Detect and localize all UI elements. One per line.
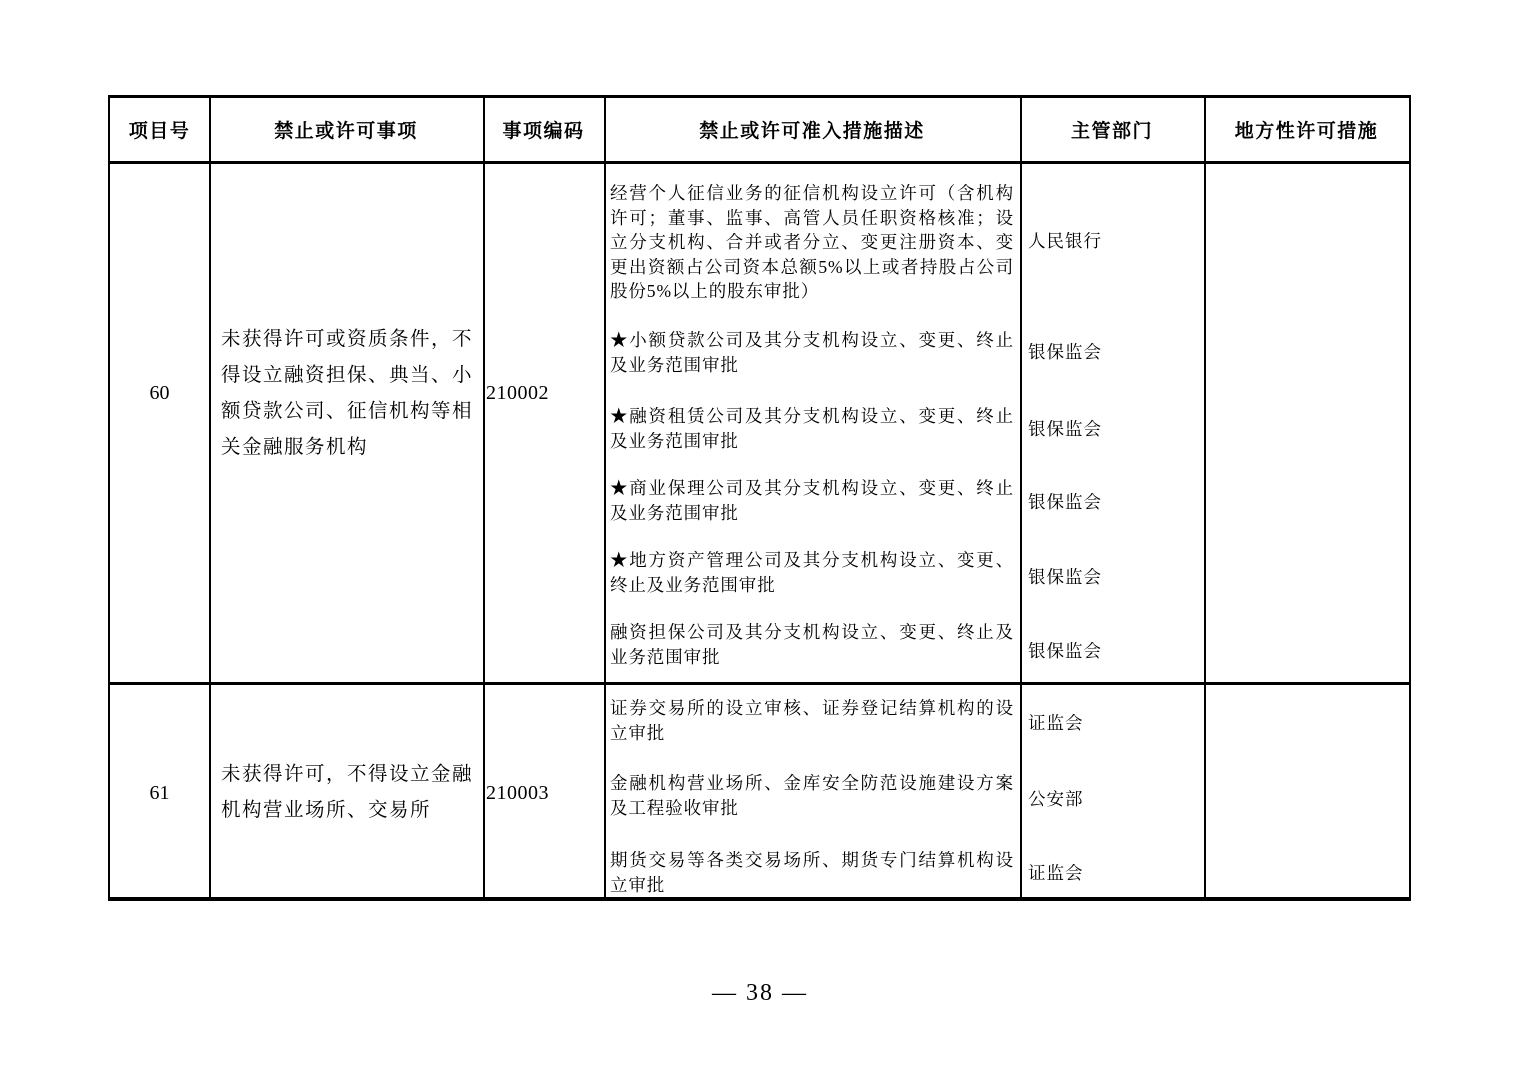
row-61-code: 210003 <box>486 781 549 804</box>
header-department: 主管部门 <box>1070 121 1153 142</box>
row-60-measure-2: ★小额贷款公司及其分支机构设立、变更、终止及业务范围审批 <box>610 330 1014 375</box>
row-60-department-1: 人民银行 <box>1028 231 1102 251</box>
row-60-department-6: 银保监会 <box>1028 641 1102 661</box>
header-item-no: 项目号 <box>128 121 191 142</box>
page-number: — 38 — <box>712 980 808 1006</box>
column-divider <box>1204 98 1206 897</box>
row-60-measure-1: 经营个人征信业务的征信机构设立许可（含机构许可；董事、监事、高管人员任职资格核准；设立分支机构、合并或者分立、变更注册资本、变更出资额占公司资本总额5%以上或者持股占公司股份5%以上的股东审批） <box>610 183 1014 301</box>
row-61-measure-2: 金融机构营业场所、金库安全防范设施建设方案及工程验收审批 <box>610 773 1014 818</box>
row-60-measure-4: ★商业保理公司及其分支机构设立、变更、终止及业务范围审批 <box>610 478 1014 523</box>
row-61-measure-3: 期货交易等各类交易场所、期货专门结算机构设立审批 <box>610 850 1014 895</box>
row-60-measure-3: ★融资租赁公司及其分支机构设立、变更、终止及业务范围审批 <box>610 406 1014 451</box>
row-60-department-5: 银保监会 <box>1028 567 1102 587</box>
row-61-measure-1: 证券交易所的设立审核、证券登记结算机构的设立审批 <box>610 698 1014 743</box>
column-divider <box>1020 98 1022 897</box>
row-60-code: 210002 <box>486 382 549 404</box>
row-60-measure-5: ★地方资产管理公司及其分支机构设立、变更、终止及业务范围审批 <box>610 550 1014 595</box>
row-61-item-no: 61 <box>149 781 170 804</box>
row-60-department-4: 银保监会 <box>1028 492 1102 512</box>
header-local-measures: 地方性许可措施 <box>1234 121 1379 142</box>
header-measure-description: 禁止或许可准入措施描述 <box>699 121 925 142</box>
row-60-department-3: 银保监会 <box>1028 419 1102 439</box>
row-60-measure-6: 融资担保公司及其分支机构设立、变更、终止及业务范围审批 <box>610 622 1014 667</box>
column-divider <box>604 98 606 897</box>
row-61-department-2: 公安部 <box>1028 789 1084 809</box>
row-60-matter: 未获得许可或资质条件，不得设立融资担保、典当、小额贷款公司、征信机构等相关金融服务机构 <box>221 328 474 458</box>
header-code: 事项编码 <box>502 121 585 142</box>
measures-table <box>108 95 1411 901</box>
row-60-department-2: 银保监会 <box>1028 342 1102 362</box>
row-61-department-1: 证监会 <box>1028 713 1084 733</box>
row-60-item-no: 60 <box>149 382 170 404</box>
header-matter: 禁止或许可事项 <box>274 121 418 142</box>
row-61-matter: 未获得许可，不得设立金融机构营业场所、交易所 <box>221 764 474 821</box>
row-61-department-3: 证监会 <box>1028 863 1084 883</box>
